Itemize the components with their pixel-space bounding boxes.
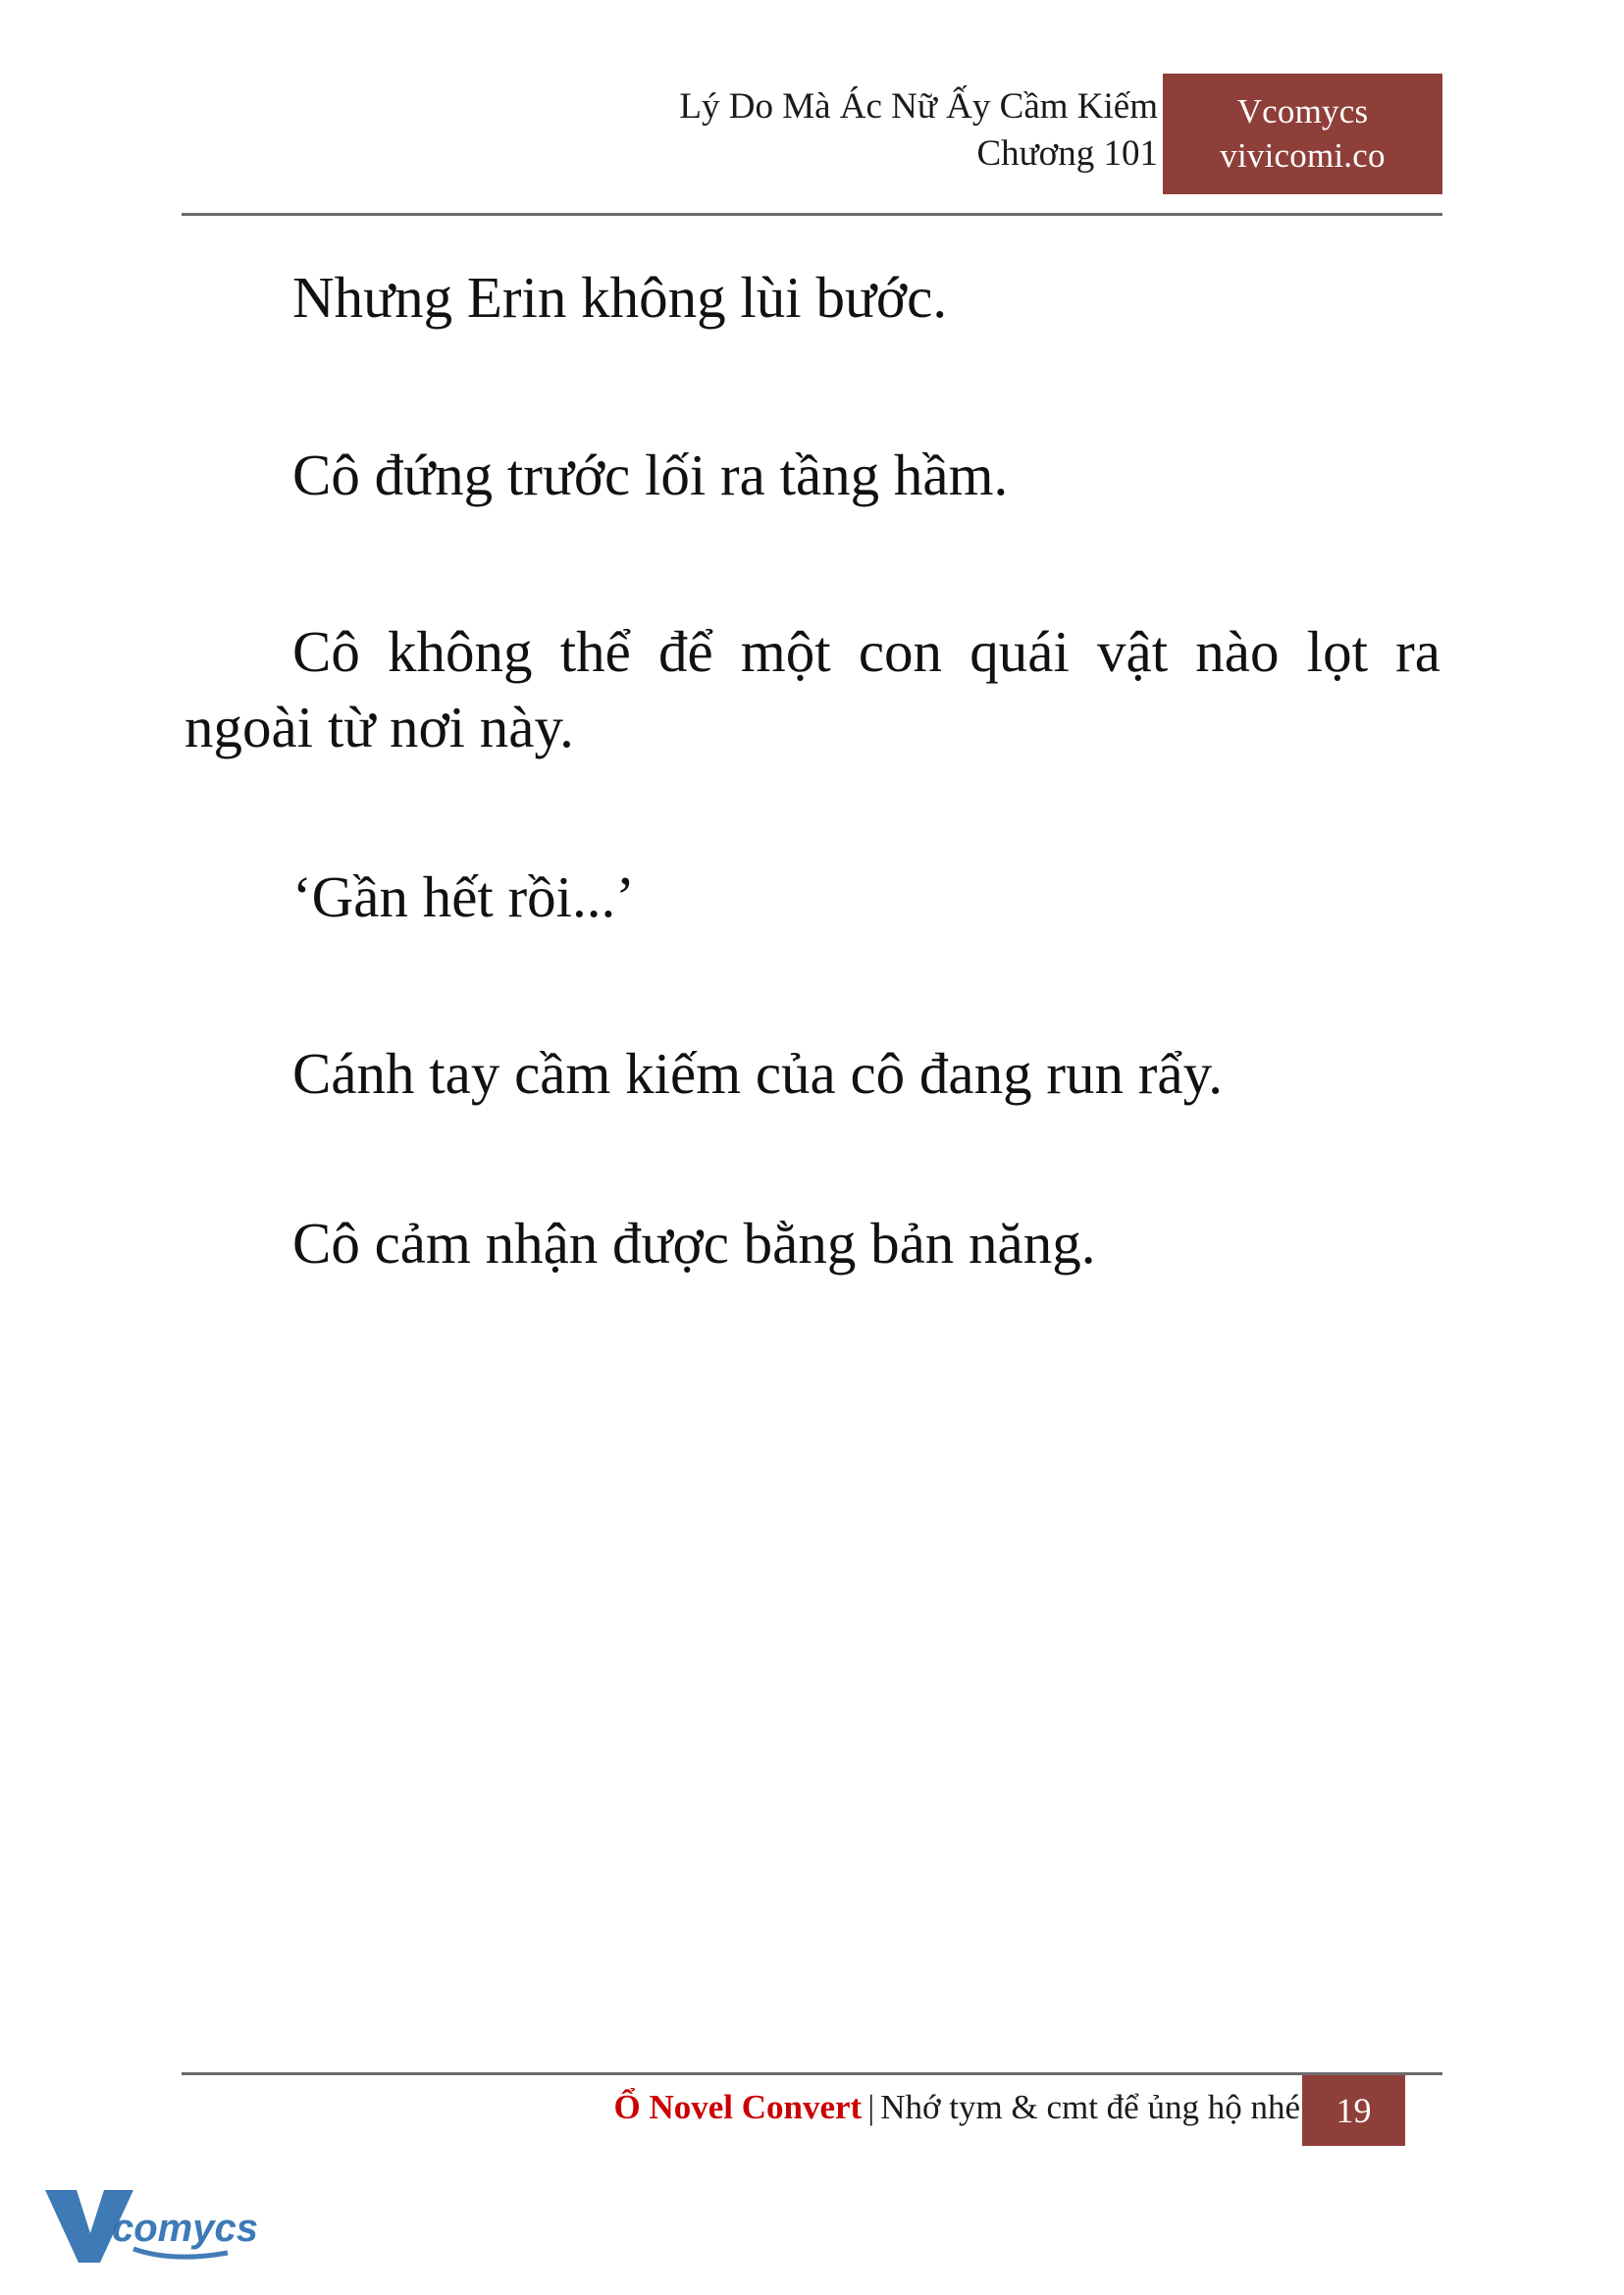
page-header bbox=[182, 83, 1442, 211]
paragraph: Cô cảm nhận được bằng bản năng. bbox=[292, 1211, 1096, 1277]
footer-brand: Ổ Novel Convert bbox=[613, 2088, 863, 2126]
page-footer bbox=[182, 2078, 1442, 2152]
paragraph: Cánh tay cầm kiếm của cô đang run rẩy. bbox=[292, 1041, 1224, 1107]
footer-note: Nhớ tym & cmt để ủng hộ nhé bbox=[880, 2088, 1300, 2126]
footer-divider bbox=[182, 2072, 1442, 2075]
page-content bbox=[184, 260, 1441, 1281]
header-title bbox=[679, 83, 1158, 178]
header-divider bbox=[182, 213, 1442, 216]
header-title-line-2: Chương 101 bbox=[976, 133, 1158, 175]
vcomycs-watermark-logo bbox=[39, 2176, 265, 2269]
paragraph: ‘Gần hết rồi...’ bbox=[292, 863, 635, 929]
paragraph: Cô đứng trước lối ra tầng hầm. bbox=[292, 442, 1009, 507]
paragraph: Cô không thể để một con quái vật nào lọt ra ngoài từ nơi này. bbox=[184, 619, 1441, 760]
header-badge-line-2: vivicomi.co bbox=[1220, 135, 1386, 175]
header-badge-line-1: Vcomycs bbox=[1236, 91, 1369, 130]
header-title-line-1: Lý Do Mà Ác Nữ Ấy Cầm Kiếm bbox=[679, 86, 1158, 127]
page-number-badge: 19 bbox=[1302, 2075, 1405, 2146]
paragraph: Nhưng Erin không lùi bước. bbox=[292, 265, 948, 330]
header-source-badge bbox=[1163, 74, 1442, 194]
svg-text:comycs: comycs bbox=[112, 2207, 258, 2250]
footer-separator: | bbox=[867, 2088, 875, 2126]
footer-credit bbox=[613, 2088, 1300, 2127]
